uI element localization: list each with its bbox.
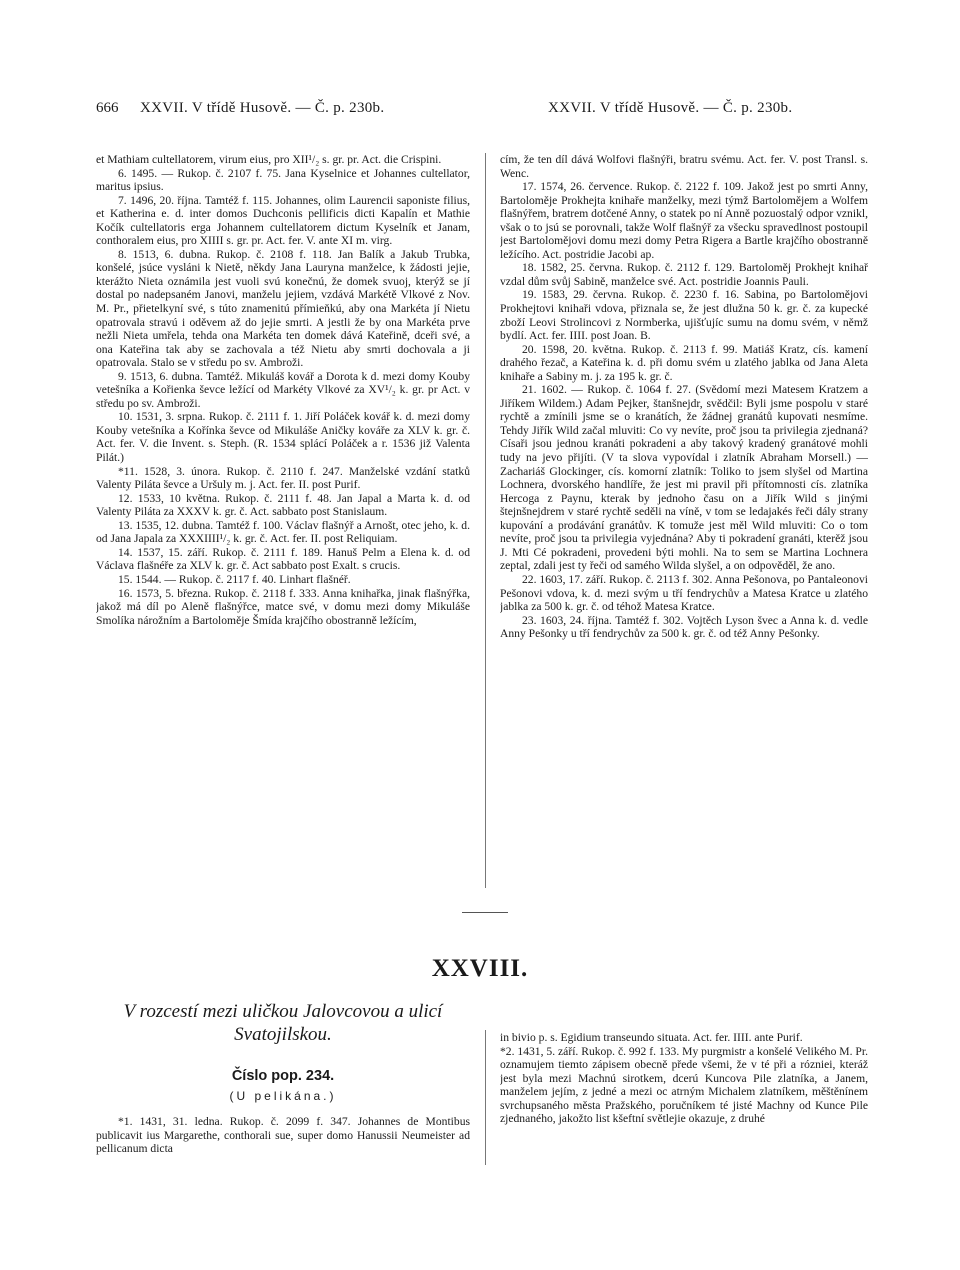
entry-paragraph: 6. 1495. — Rukop. č. 2107 f. 75. Jana Kyselnice et Johannes cultellator, maritus ipsius. [96, 166, 470, 194]
entry-paragraph: 13. 1535, 12. dubna. Tamtéž f. 100. Václav flašnýř a Arnošt, otec jeho, k. d. od Jana Japala za XXXIIII¹/₂ k. gr. č. Act. fer. II. post Reliquiam. [96, 518, 470, 546]
bottom-right-text-column [500, 1031, 868, 1166]
entry-paragraph: in bivio p. s. Egidium transeundo situata. Act. fer. IIII. ante Purif. [500, 1031, 803, 1044]
entry-paragraph: 14. 1537, 15. září. Rukop. č. 2111 f. 189. Hanuš Pelm a Elena k. d. od Václava flašnéře za XLV k. gr. č. Act sabbato post Exalt. s crucis. [96, 545, 470, 573]
right-text-column [500, 153, 868, 890]
entry-paragraph: 18. 1582, 25. června. Rukop. č. 2112 f. 129. Bartoloměj Prokhejt knihař vzdal dům svůj Sabině, manželce své. Act. postridie Joannis Pauli. [500, 261, 868, 288]
entry-paragraph: *2. 1431, 5. září. Rukop. č. 992 f. 133. My purgmistr a konšelé Velikého M. Pr. oznamujem tiemto zápisem obecně přede všemi, že v té při a rózniei, kteráž jest byla mezi Machnú sirotkem, dcerú Kuncova Pile zlatníka, a Janem, manželem jejím, z jedné a mezi oc atrným Michalem zlatníkem, měštěnínem svrchupsaného města Pražského, poručníkem té jisté Machny od Kunce Pile zjednaného, jakožto list kšeftní světlejie okazuje, z druhé [500, 1044, 868, 1126]
section-title: V rozcestí mezi uličkou Jalovcovou a ulicí Svatojilskou. [123, 1001, 443, 1045]
entry-paragraph: *1. 1431, 31. ledna. Rukop. č. 2099 f. 347. Johannes de Montibus publicavit ius Margarethe, conthorali sue, super domo Hanussii Neumeister ad pellicanum dicta [96, 1115, 470, 1156]
running-head-left: XXVII. V třídě Husově. — Č. p. 230b. [140, 100, 385, 116]
entry-paragraph: 22. 1603, 17. září. Rukop. č. 2113 f. 302. Anna Pešonova, po Pantaleonovi Pešonovi vdova, k. d. mezi svým u tří fendrychův a Matesa Kratce u zlatého jablka za 500 k. gr. č. od téhož Matesa Kratce. [500, 572, 868, 614]
entry-paragraph: 20. 1598, 20. května. Rukop. č. 2113 f. 99. Matiáš Kratz, cís. kamení drahého řezač, a Kateřina k. d. při domu svém u zlatého jablka od Jana Aleta knihaře a Sabiny m. j. za 195 k. gr. č. [500, 342, 868, 383]
left-text-column [96, 153, 470, 890]
house-name: (U pelikána.) [229, 1089, 337, 1103]
entry-paragraph: 9. 1513, 6. dubna. Tamtéž. Mikuláš kovář a Dorota k d. mezi domy Kouby vetešníka a Kořienka ševce ležící od Markéty Vlkové za XV¹/₂ k. gr. pr Act. v středu po sv. Ambroži. [96, 369, 470, 410]
entry-paragraph: cím, že ten díl dává Wolfovi flašnýři, bratru svému. Act. fer. V. post Transl. s. Wenc. [500, 153, 868, 180]
entry-paragraph: 12. 1533, 10 května. Rukop. č. 2111 f. 48. Jan Japal a Marta k. d. od Valenty Piláta za XXXV k. gr. č. Act. sabbato post Stanislaum. [96, 491, 470, 519]
entry-paragraph: 15. 1544. — Rukop. č. 2117 f. 40. Linhart flašnéř. [118, 572, 351, 586]
entry-paragraph: 19. 1583, 29. června. Rukop. č. 2230 f. 16. Sabina, po Bartolomějovi Prokhejtovi knihaři vdova, přiznala se, že jest dlužna 50 k. gr. č. za kupecké zboží Leovi Strolincovi z Normberka, ujišťujíc sumu na domu svém, v němž bydlí. Act. fer. IIII. post Joan. B. [500, 288, 868, 343]
entry-paragraph: 21. 1602. — Rukop. č. 1064 f. 27. (Svědomí mezi Matesem Kratzem a Jiříkem Wildem.) Adam Pejker, štanšnejdr, svědčil: Byli jsme pospolu v staré rychtě a zmínili jsme se o kranátích, že žádnej granátů kupovati nesmíme. Tehdy Jiřík Wild začal mluviti: Co vy nevíte, proč jsou ta privilegia zjednaná? Císaři jsou jednou kranáti pokradeni a aby takový kradený granátové mohli tudy na jevo přijíti. (V ta slova vypovídal i zlatník Abraham Morsell.) — Zachariáš Glockinger, cís. komorní zlatník: Toliko to jsem slyšel od Martina Lochnera, dvorského handlíře, že jest mi pravil při přítomnosti cís. zlatníka Hercoga z Paynu, kterak by jednoho času on a Jiřík Wild s jinými štejnšnejdrem v staré rychtě seděli na víně, v tom se ledajakés řeči dály strany kupování a prodávání granátův. K tomuže jest měl Wild mluviti: Co o tom nevíte, proč jsou ta privilegia vyjednána? Aby ti pokradení granáti, kterěž jsou J. Mti Cé pokradeni, provedeni býti mohli. Na to sem se Martina Lochnera zeptal, zdali jest ty řeči od samého Wilda slyšel, a on odpověděl, že ano. [500, 383, 868, 573]
entry-paragraph: 7. 1496, 20. října. Tamtéž f. 115. Johannes, olim Laurencii saponiste filius, et Katherina e. d. inter domos Duchconis pellificis dicti Kapalín et Mathie Kočík cultellatoris erga Johannem cultellatorem dictum Kyselník et Janam, conthoralem eius, pro XIIII s. gr. pr. Act. fer. V. ante XI m. virg. [96, 193, 470, 248]
entry-paragraph: 16. 1573, 5. března. Rukop. č. 2118 f. 333. Anna knihařka, jinak flašnýřka, jakož má díl po Aleně flašnýřce, matce své, v domu mezi domy Mikuláše Smolíka nárožním a Bartoloměje Šmída krajčího obostranně ležícím, [96, 586, 470, 627]
page-number: 666 [96, 100, 119, 116]
column-divider [485, 153, 486, 888]
running-head-right: XXVII. V třídě Husově. — Č. p. 230b. [548, 100, 793, 116]
bottom-column-divider [485, 1030, 486, 1165]
house-number: Číslo pop. 234. [231, 1068, 335, 1084]
entry-paragraph: et Mathiam cultellatorem, virum eius, pro XII¹/₂ s. gr. pr. Act. die Crispini. [96, 153, 442, 166]
entry-paragraph: 17. 1574, 26. července. Rukop. č. 2122 f. 109. Jakož jest po smrti Anny, Bartoloměje Prokhejta knihaře manželky, mezi týmž Bartolomějem a Wolfem flašnýřem, bratrem dotčené Anny, o statek po ní Anně pozuostalý odpor vznikl, však o to jsú se porovnali, takže Wolf flašnýř za všecku spravedlnost postoupil jest Bartolomějovi domu mezi domy Petra Rigera a Bartle krajčího obostranně ležícího. Act. postridie Jacobi ap. [500, 180, 868, 261]
section-separator-rule [462, 912, 508, 913]
entry-paragraph: 10. 1531, 3. srpna. Rukop. č. 2111 f. 1. Jiří Poláček kovář k. d. mezi domy Kouby vetešníka a Kořínka ševce od Mikuláše Aničky kováře za XLV k. gr. č. Act. fer. V. die Invent. s. Steph. (R. 1534 splácí Poláček a r. 1536 již Valenta Pilát.) [96, 410, 470, 465]
entry-paragraph: 8. 1513, 6. dubna. Rukop. č. 2108 f. 118. Jan Balík a Jakub Trubka, konšelé, jsúce vysláni k Nietě, někdy Jana Lauryna manželce, k žádosti jejie, kterážto Nieta oznámila jest vuoli svú konečnú, že domek svuoj, kterýž se jí dostal po nadepsaném Janovi, manželu jejiem, vzdává Markétě Vlkové z Nov. M. Pr., přietelkyní své, s túto znamenitú přímieňkú, aby ona Markéta jí Nietu opatrovala stravú i oděvem až do jejie smrti. A jestli že by ona Markéta prve nežli Nieta umřela, tehda ona Markéta ten domek dává Kateřině, dceři své, a ona Kateřina tak aby se zachovala a též Nietu aby smrti dochovala a ji opatrovala. Stalo se v středu po sv. Ambroži. [96, 247, 470, 370]
entry-paragraph: *11. 1528, 3. února. Rukop. č. 2110 f. 247. Manželské vzdání statků Valenty Piláta ševce a Uršuly m. j. Act. fer. II. post Purif. [96, 464, 470, 492]
bottom-left-text-column [96, 1115, 470, 1165]
running-header [96, 100, 822, 120]
chapter-number: XXVIII. [431, 955, 529, 982]
entry-paragraph: 23. 1603, 24. října. Tamtéž f. 302. Vojtěch Lyson švec a Anna k. d. vedle Anny Pešonky u tří fendrychův za 500 k. gr. č. od též Anny Pešonky. [500, 613, 868, 641]
